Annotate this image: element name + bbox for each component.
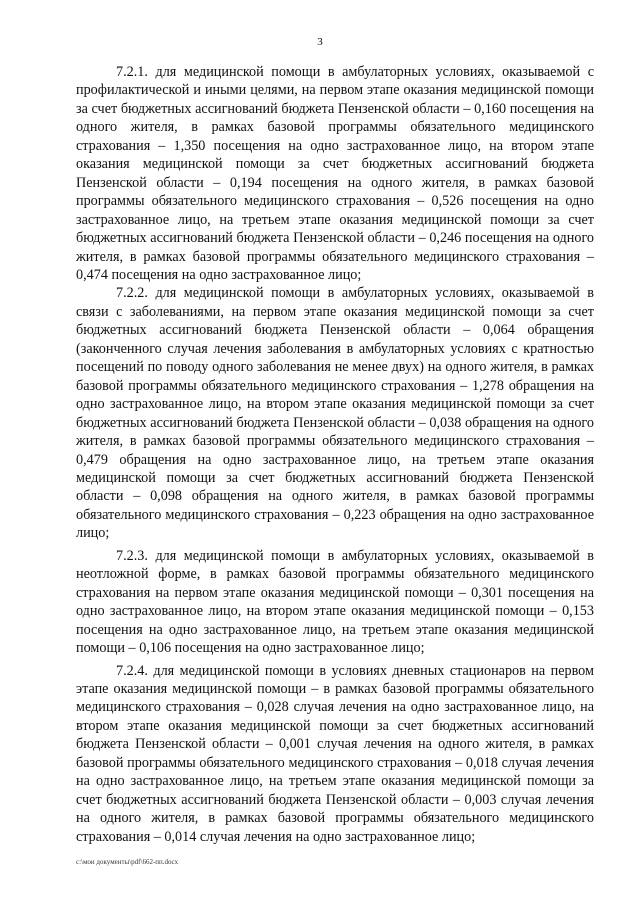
- page-number: 3: [317, 36, 323, 48]
- footer-file-path: c:\мои документы\pdf\662-пп.docx: [76, 858, 179, 866]
- paragraph-7-2-4: 7.2.4. для медицинской помощи в условиях дневных стационаров на первом этапе оказания медицинской помощи – в рамках базовой программы обязательного медицинского страхования – 0,028 случая лечения на одно застрахованное лицо, на втором этапе оказания медицинской помощи за счет бюджетных ассигнований бюджета Пензенской области – 0,001 случая лечения на одного жителя, в рамках базовой программы обязательного медицинского страхования – 0,018 случая лечения на одно застрахованное лицо, на третьем этапе оказания медицинской помощи за счет бюджетных ассигнований бюджета Пензенской области – 0,003 случая лечения на одного жителя, в рамках базовой программы обязательного медицинского страхования – 0,014 случая лечения на одно застрахованное лицо;: [76, 662, 594, 845]
- paragraph-7-2-2: 7.2.2. для медицинской помощи в амбулаторных условиях, оказываемой в связи с заболеваниями, на первом этапе оказания медицинской помощи за счет бюджетных ассигнований бюджета Пензенской области – 0,064 обращения (законченного случая лечения заболевания в амбулаторных условиях с кратностью посещений по поводу одного заболевания не менее двух) на одного жителя, в рамках базовой программы обязательного медицинского страхования – 1,278 обращения на одно застрахованное лицо, на втором этапе оказания медицинской помощи за счет бюджетных ассигнований бюджета Пензенской области – 0,038 обращения на одного жителя, в рамках базовой программы обязательного медицинского страхования – 0,479 обращения на одно застрахованное лицо, на третьем этапе оказания медицинской помощи за счет бюджетных ассигнований бюджета Пензенской области – 0,098 обращения на одного жителя, в рамках базовой программы обязательного медицинского страхования – 0,223 обращения на одно застрахованное лицо;: [76, 285, 594, 542]
- paragraph-7-2-1: 7.2.1. для медицинской помощи в амбулаторных условиях, оказываемой с профилактической и иными целями, на первом этапе оказания медицинской помощи за счет бюджетных ассигнований бюджета Пензенской области – 0,160 посещения на одного жителя, в рамках базовой программы обязательного медицинского страхования – 1,350 посещения на одно застрахованное лицо, на втором этапе оказания медицинской помощи за счет бюджетных ассигнований бюджета Пензенской области – 0,194 посещения на одного жителя, в рамках базовой программы обязательного медицинского страхования – 0,526 посещения на одно застрахованное лицо, на третьем этапе оказания медицинской помощи за счет бюджетных ассигнований бюджета Пензенской области – 0,246 посещения на одного жителя, в рамках базовой программы обязательного медицинского страхования – 0,474 посещения на одно застрахованное лицо;: [76, 64, 594, 283]
- document-body: [76, 63, 594, 846]
- paragraph-7-2-3: 7.2.3. для медицинской помощи в амбулаторных условиях, оказываемой в неотложной форме, в рамках базовой программы обязательного медицинского страхования на первом этапе оказания медицинской помощи – 0,301 посещения на одно застрахованное лицо, на втором этапе оказания медицинской помощи – 0,153 посещения на одно застрахованное лицо, на третьем этапе оказания медицинской помощи – 0,106 посещения на одно застрахованное лицо;: [76, 547, 594, 657]
